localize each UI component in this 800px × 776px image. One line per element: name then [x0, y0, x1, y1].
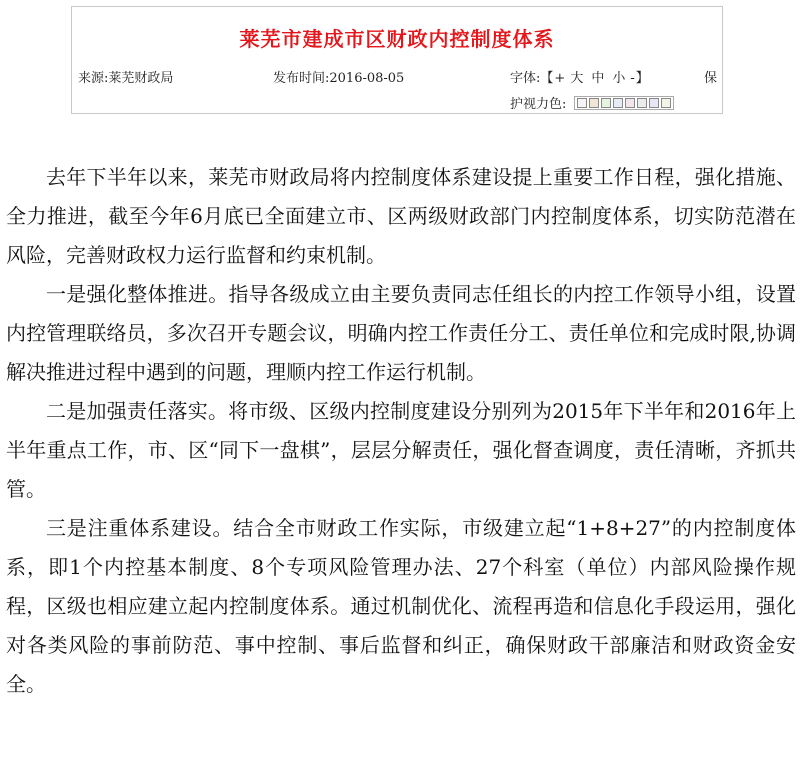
- font-increase-button[interactable]: +: [554, 71, 566, 86]
- save-link[interactable]: 保: [704, 71, 718, 86]
- color-swatch-4[interactable]: [613, 98, 623, 108]
- color-swatch-group: [574, 96, 674, 110]
- font-large-button[interactable]: 大: [570, 71, 584, 86]
- paragraph-3: 三是注重体系建设。结合全市财政工作实际，市级建立起“1+8+27”的内控制度体系，即1个内控基本制度、8个专项风险管理办法、27个科室（单位）内部风险操作规程，区级也相应建立起内控制度体系。通过机制优化、流程再造和信息化手段运用，强化对各类风险的事前防范、事中控制、事后监督和纠正，确保财政干部廉洁和财政资金安全。: [6, 516, 796, 696]
- eye-care-label: 护视力色:: [510, 97, 567, 112]
- source-label: 来源:莱芜财政局: [78, 71, 174, 86]
- article-title: 莱芜市建成市区财政内控制度体系: [239, 27, 555, 51]
- paragraph-intro: 去年下半年以来，莱芜市财政局将内控制度体系建设提上重要工作日程，强化措施、全力推进，截至今年6月底已全面建立市、区两级财政部门内控制度体系，切实防范潜在风险，完善财政权力运行监督和约束机制。: [6, 165, 796, 267]
- article-body: [6, 158, 796, 704]
- font-size-controls: [510, 67, 649, 86]
- font-small-button[interactable]: 小: [612, 71, 626, 86]
- publish-time: 发布时间:2016-08-05: [273, 71, 405, 86]
- font-size-label: 字体:: [510, 71, 541, 86]
- color-swatch-3[interactable]: [601, 98, 611, 108]
- close-bracket: 】: [635, 71, 649, 86]
- color-swatch-7[interactable]: [649, 98, 659, 108]
- eye-care-colors: [510, 93, 674, 112]
- color-swatch-8[interactable]: [661, 98, 671, 108]
- font-decrease-button[interactable]: -: [630, 71, 635, 86]
- color-swatch-5[interactable]: [625, 98, 635, 108]
- color-swatch-2[interactable]: [589, 98, 599, 108]
- font-medium-button[interactable]: 中: [591, 71, 605, 86]
- open-bracket: 【: [540, 71, 554, 86]
- article-header: [71, 6, 723, 114]
- paragraph-2: 二是加强责任落实。将市级、区级内控制度建设分别列为2015年下半年和2016年上半年重点工作，市、区“同下一盘棋”，层层分解责任，强化督查调度，责任清晰，齐抓共管。: [6, 399, 796, 501]
- color-swatch-6[interactable]: [637, 98, 647, 108]
- color-swatch-1[interactable]: [577, 98, 587, 108]
- paragraph-1: 一是强化整体推进。指导各级成立由主要负责同志任组长的内控工作领导小组，设置内控管理联络员，多次召开专题会议，明确内控工作责任分工、责任单位和完成时限,协调解决推进过程中遇到的问题，理顺内控工作运行机制。: [6, 282, 796, 384]
